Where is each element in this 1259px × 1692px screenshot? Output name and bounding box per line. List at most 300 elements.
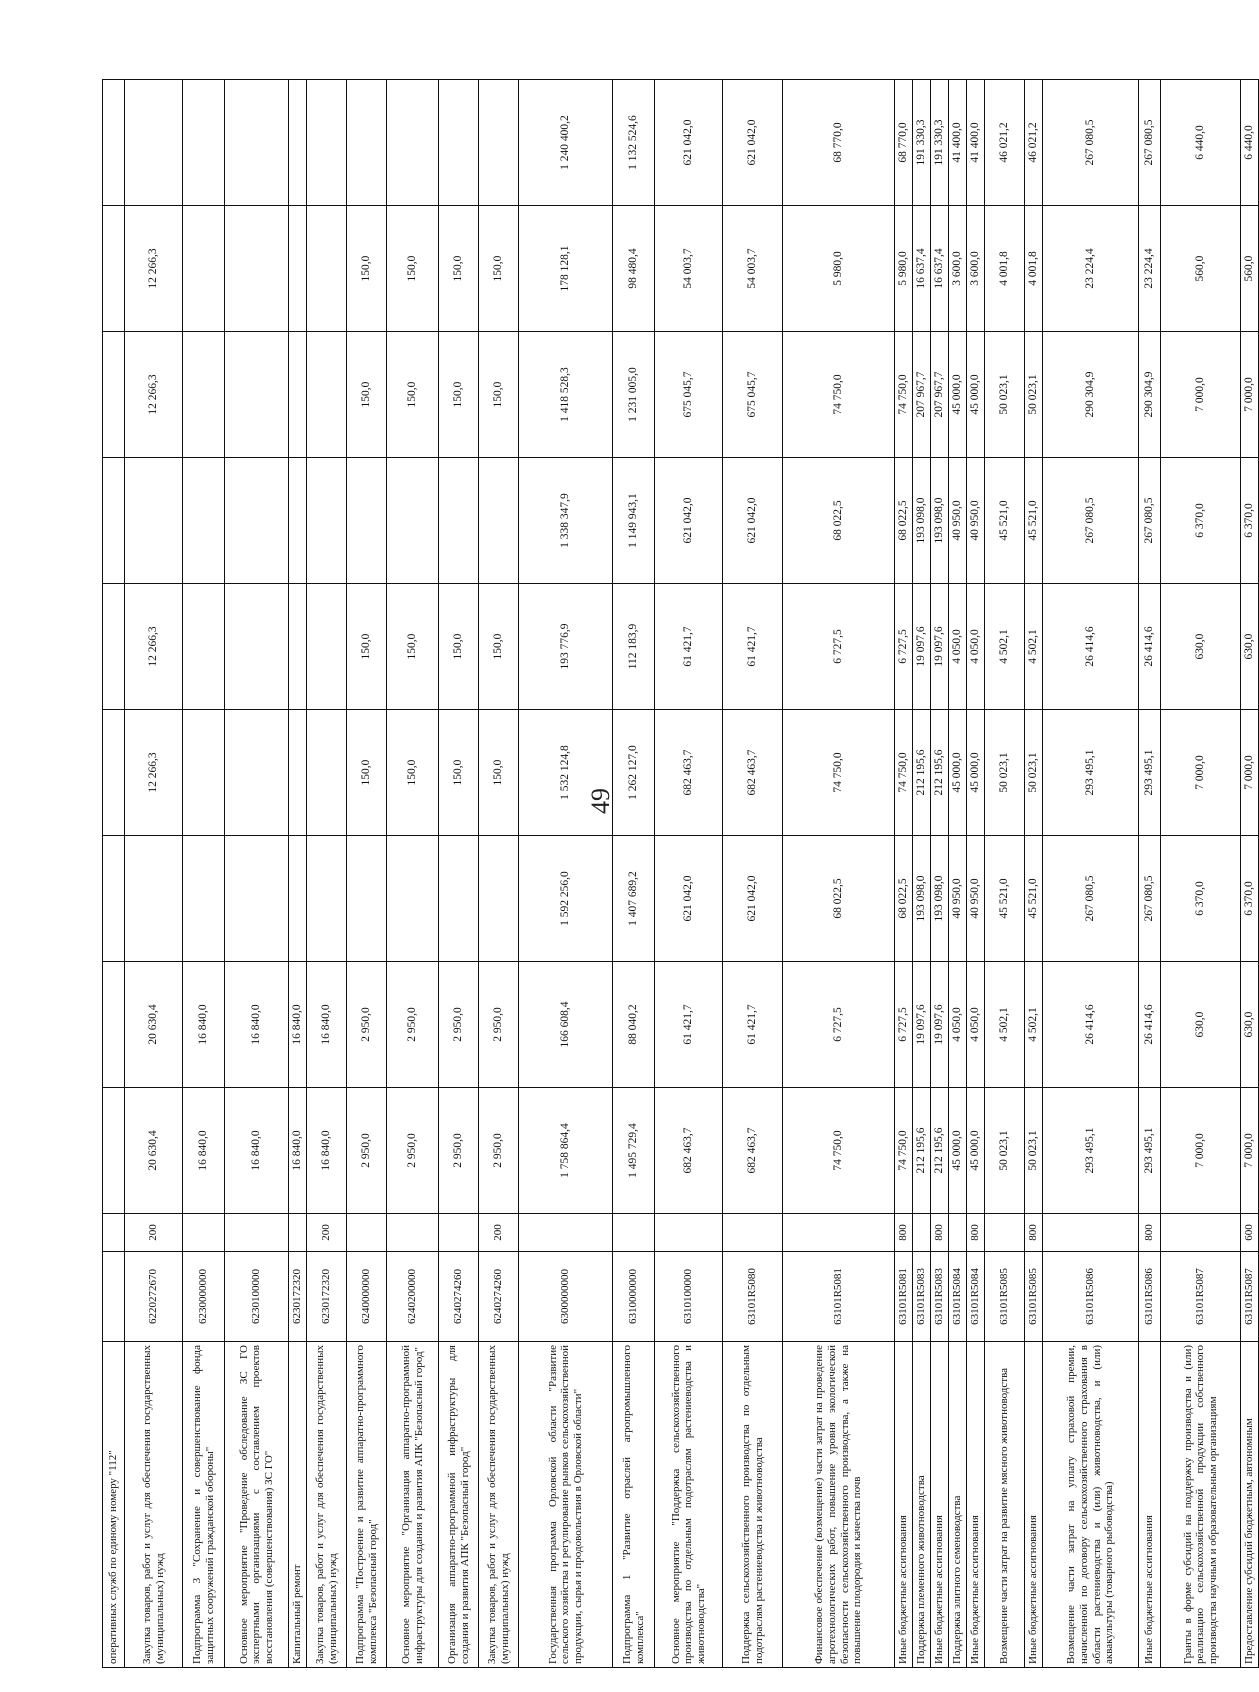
amount-cell: 150,0 <box>347 710 387 836</box>
amount-cell: 267 080,5 <box>1043 80 1139 206</box>
amount-cell: 1 262 127,0 <box>613 710 655 836</box>
amount-cell: 45 521,0 <box>1025 458 1043 584</box>
target-article-code: 6310100000 <box>655 1252 723 1342</box>
amount-cell: 150,0 <box>347 206 387 332</box>
expense-type-code <box>723 1214 783 1252</box>
row-name: Иные бюджетные ассигнования <box>967 1342 985 1668</box>
amount-cell: 682 463,7 <box>655 710 723 836</box>
amount-cell: 212 195,6 <box>931 710 949 836</box>
amount-cell: 26 414,6 <box>1139 962 1161 1088</box>
amount-cell: 293 495,1 <box>1139 710 1161 836</box>
amount-cell: 630,0 <box>1241 962 1259 1088</box>
amount-cell: 166 608,4 <box>519 962 613 1088</box>
expense-type-code <box>439 1214 479 1252</box>
amount-cell: 7 000,0 <box>1161 710 1241 836</box>
table-row <box>289 80 307 1668</box>
top-row-name: оперативных служб по единому номеру "112" <box>103 1342 125 1668</box>
amount-cell: 267 080,5 <box>1043 458 1139 584</box>
amount-cell <box>183 710 225 836</box>
amount-cell <box>225 332 289 458</box>
amount-cell: 2 950,0 <box>479 962 519 1088</box>
target-article-code: 63101R5087 <box>1161 1252 1241 1342</box>
amount-cell: 4 502,1 <box>1025 584 1043 710</box>
target-article-code: 6230000000 <box>183 1252 225 1342</box>
amount-cell: 621 042,0 <box>723 836 783 962</box>
amount-cell: 682 463,7 <box>723 710 783 836</box>
amount-cell: 74 750,0 <box>783 1088 895 1214</box>
table-row <box>655 80 723 1668</box>
amount-cell: 267 080,5 <box>1139 80 1161 206</box>
row-name: Закупка товаров, работ и услуг для обеспечения государственных (муниципальных) нужд <box>307 1342 347 1668</box>
row-name: Иные бюджетные ассигнования <box>895 1342 913 1668</box>
row-name: Основное мероприятие "Проведение обследование ЗС ГО экспертными организациями с составлением проектов восстановления (совершенствования) ЗС ГО" <box>225 1342 289 1668</box>
table-row <box>183 80 225 1668</box>
amount-cell: 4 050,0 <box>967 962 985 1088</box>
amount-cell: 193 098,0 <box>913 836 931 962</box>
row-name: Финансовое обеспечение (возмещение) части затрат на проведение агротехнологических работ, повышение уровня экологической безопасности сельскохозяйственного производства, а также на повышение плодородия и качества почв <box>783 1342 895 1668</box>
amount-cell: 16 637,4 <box>913 206 931 332</box>
expense-type-code <box>1043 1214 1139 1252</box>
amount-cell: 4 502,1 <box>985 584 1025 710</box>
expense-type-code <box>387 1214 439 1252</box>
amount-cell: 61 421,7 <box>655 962 723 1088</box>
amount-cell: 74 750,0 <box>895 332 913 458</box>
table-row <box>225 80 289 1668</box>
target-article-code: 6310000000 <box>613 1252 655 1342</box>
table-row <box>895 80 913 1668</box>
amount-cell: 193 776,9 <box>519 584 613 710</box>
amount-cell <box>387 458 439 584</box>
amount-cell: 4 050,0 <box>949 962 967 1088</box>
amount-cell: 19 097,6 <box>913 584 931 710</box>
amount-cell: 40 950,0 <box>949 836 967 962</box>
amount-cell <box>387 80 439 206</box>
amount-cell: 5 980,0 <box>895 206 913 332</box>
amount-cell: 50 023,1 <box>1025 1088 1043 1214</box>
expense-type-code <box>1161 1214 1241 1252</box>
amount-cell <box>225 80 289 206</box>
amount-cell <box>307 80 347 206</box>
amount-cell: 150,0 <box>439 206 479 332</box>
amount-cell <box>307 584 347 710</box>
row-name: Основное мероприятие "Поддержка сельскохозяйственного производства по отдельным подотраслям растениеводства и животноводства" <box>655 1342 723 1668</box>
expense-type-code: 600 <box>1241 1214 1259 1252</box>
amount-cell: 16 840,0 <box>225 962 289 1088</box>
amount-cell: 6 370,0 <box>1161 458 1241 584</box>
amount-cell: 682 463,7 <box>723 1088 783 1214</box>
amount-cell: 74 750,0 <box>895 710 913 836</box>
amount-cell: 193 098,0 <box>913 458 931 584</box>
amount-cell: 3 600,0 <box>967 206 985 332</box>
row-name: Подпрограмма 3 "Сохранение и совершенствование фонда защитных сооружений гражданской обороны" <box>183 1342 225 1668</box>
table-row <box>1241 80 1259 1668</box>
row-name: Закупка товаров, работ и услуг для обеспечения государственных (муниципальных) нужд <box>479 1342 519 1668</box>
amount-cell <box>289 710 307 836</box>
amount-cell: 7 000,0 <box>1241 710 1259 836</box>
amount-cell: 12 266,3 <box>125 206 183 332</box>
table-row <box>387 80 439 1668</box>
amount-cell: 2 950,0 <box>479 1088 519 1214</box>
amount-cell: 178 128,1 <box>519 206 613 332</box>
amount-cell: 19 097,6 <box>913 962 931 1088</box>
amount-cell <box>307 836 347 962</box>
amount-cell: 45 000,0 <box>967 1088 985 1214</box>
row-name: Возмещение части затрат на уплату страховой премии, начисленной по договору сельскохозяйственного страхования в области растениеводства и (или) животноводства, и (или) аквакультуры (товарного рыбоводства) <box>1043 1342 1139 1668</box>
row-name: Предоставление субсидий бюджетным, автономным <box>1241 1342 1259 1668</box>
amount-cell: 6 440,0 <box>1161 80 1241 206</box>
target-article-code: 63101R5084 <box>967 1252 985 1342</box>
amount-cell <box>307 206 347 332</box>
amount-cell <box>183 206 225 332</box>
target-article-code: 63101R5083 <box>931 1252 949 1342</box>
row-name: Иные бюджетные ассигнования <box>931 1342 949 1668</box>
row-name: Иные бюджетные ассигнования <box>1139 1342 1161 1668</box>
amount-cell: 193 098,0 <box>931 836 949 962</box>
expense-type-code: 800 <box>895 1214 913 1252</box>
amount-cell: 68 770,0 <box>895 80 913 206</box>
amount-cell: 1 418 528,3 <box>519 332 613 458</box>
expense-type-code: 200 <box>125 1214 183 1252</box>
table-row <box>347 80 387 1668</box>
row-name: Закупка товаров, работ и услуг для обеспечения государственных (муниципальных) нужд <box>125 1342 183 1668</box>
amount-cell: 150,0 <box>347 584 387 710</box>
amount-cell: 6 727,5 <box>783 584 895 710</box>
target-article-code: 6300000000 <box>519 1252 613 1342</box>
amount-cell: 293 495,1 <box>1139 1088 1161 1214</box>
target-article-code: 63101R5086 <box>1043 1252 1139 1342</box>
amount-cell: 150,0 <box>387 332 439 458</box>
amount-cell: 290 304,9 <box>1139 332 1161 458</box>
amount-cell: 191 330,3 <box>913 80 931 206</box>
amount-cell: 45 000,0 <box>967 710 985 836</box>
expense-type-code <box>289 1214 307 1252</box>
target-article-code: 63101R5085 <box>1025 1252 1043 1342</box>
amount-cell: 74 750,0 <box>895 1088 913 1214</box>
expense-type-code: 200 <box>479 1214 519 1252</box>
table-row <box>985 80 1025 1668</box>
amount-cell <box>307 332 347 458</box>
amount-cell: 150,0 <box>439 332 479 458</box>
amount-cell <box>225 458 289 584</box>
amount-cell: 150,0 <box>479 584 519 710</box>
amount-cell: 207 967,7 <box>931 332 949 458</box>
amount-cell: 193 098,0 <box>931 458 949 584</box>
amount-cell <box>289 584 307 710</box>
table-row <box>1043 80 1139 1668</box>
amount-cell: 88 040,2 <box>613 962 655 1088</box>
amount-cell: 50 023,1 <box>1025 332 1043 458</box>
amount-cell: 4 001,8 <box>985 206 1025 332</box>
row-name: Поддержка сельскохозяйственного производства по отдельным подотраслям растениеводства и животноводства <box>723 1342 783 1668</box>
amount-cell: 61 421,7 <box>723 584 783 710</box>
amount-cell: 560,0 <box>1241 206 1259 332</box>
amount-cell: 1 407 689,2 <box>613 836 655 962</box>
expense-type-code <box>783 1214 895 1252</box>
amount-cell: 46 021,2 <box>1025 80 1043 206</box>
amount-cell: 682 463,7 <box>655 1088 723 1214</box>
amount-cell: 621 042,0 <box>655 836 723 962</box>
amount-cell: 16 637,4 <box>931 206 949 332</box>
amount-cell: 16 840,0 <box>289 962 307 1088</box>
amount-cell: 45 000,0 <box>949 332 967 458</box>
amount-cell: 68 022,5 <box>895 458 913 584</box>
expense-type-code: 800 <box>1139 1214 1161 1252</box>
amount-cell: 621 042,0 <box>723 80 783 206</box>
expense-type-code <box>655 1214 723 1252</box>
amount-cell: 267 080,5 <box>1139 458 1161 584</box>
amount-cell: 12 266,3 <box>125 710 183 836</box>
amount-cell: 5 980,0 <box>783 206 895 332</box>
expense-type-code: 200 <box>307 1214 347 1252</box>
row-name: Основное мероприятие "Организация аппаратно-программной инфраструктуры для создания и развития АПК "Безопасный город" <box>387 1342 439 1668</box>
target-article-code: 6230172320 <box>307 1252 347 1342</box>
expense-type-code <box>347 1214 387 1252</box>
amount-cell: 16 840,0 <box>225 1088 289 1214</box>
amount-cell: 2 950,0 <box>439 962 479 1088</box>
amount-cell: 40 950,0 <box>967 458 985 584</box>
amount-cell: 6 727,5 <box>895 962 913 1088</box>
expense-type-code: 800 <box>931 1214 949 1252</box>
amount-cell <box>479 458 519 584</box>
amount-cell: 23 224,4 <box>1139 206 1161 332</box>
amount-cell: 20 630,4 <box>125 1088 183 1214</box>
amount-cell: 7 000,0 <box>1161 332 1241 458</box>
amount-cell: 68 022,5 <box>783 836 895 962</box>
amount-cell: 2 950,0 <box>439 1088 479 1214</box>
amount-cell: 20 630,4 <box>125 962 183 1088</box>
amount-cell: 150,0 <box>387 584 439 710</box>
row-name: Поддержка племенного животноводства <box>913 1342 931 1668</box>
amount-cell: 212 195,6 <box>913 710 931 836</box>
amount-cell: 4 050,0 <box>949 584 967 710</box>
amount-cell: 1 132 524,6 <box>613 80 655 206</box>
amount-cell: 621 042,0 <box>655 458 723 584</box>
amount-cell <box>479 80 519 206</box>
target-article-code: 6230172320 <box>289 1252 307 1342</box>
amount-cell: 41 400,0 <box>967 80 985 206</box>
amount-cell: 23 224,4 <box>1043 206 1139 332</box>
expense-type-code: 800 <box>967 1214 985 1252</box>
row-name: Иные бюджетные ассигнования <box>1025 1342 1043 1668</box>
expense-type-code <box>913 1214 931 1252</box>
amount-cell <box>125 80 183 206</box>
table-row <box>613 80 655 1668</box>
target-article-code: 6230100000 <box>225 1252 289 1342</box>
amount-cell: 74 750,0 <box>783 710 895 836</box>
table-row <box>519 80 613 1668</box>
amount-cell <box>347 458 387 584</box>
table-row <box>307 80 347 1668</box>
amount-cell <box>183 332 225 458</box>
amount-cell: 630,0 <box>1161 584 1241 710</box>
amount-cell <box>289 332 307 458</box>
page-number: 49 <box>586 788 615 814</box>
amount-cell: 98 480,4 <box>613 206 655 332</box>
amount-cell: 41 400,0 <box>949 80 967 206</box>
amount-cell <box>439 458 479 584</box>
table-row <box>723 80 783 1668</box>
amount-cell: 191 330,3 <box>931 80 949 206</box>
amount-cell: 2 950,0 <box>387 962 439 1088</box>
amount-cell: 7 000,0 <box>1161 1088 1241 1214</box>
amount-cell: 675 045,7 <box>723 332 783 458</box>
expense-type-code <box>519 1214 613 1252</box>
amount-cell: 212 195,6 <box>931 1088 949 1214</box>
amount-cell: 560,0 <box>1161 206 1241 332</box>
rotated-table-container <box>102 80 1259 1668</box>
table-row <box>125 80 183 1668</box>
row-name: Гранты в форме субсидий на поддержку производства и (или) реализацию сельскохозяйственной продукции собственного производства научным и образовательным организациям <box>1161 1342 1241 1668</box>
amount-cell: 150,0 <box>479 332 519 458</box>
amount-cell <box>289 80 307 206</box>
amount-cell <box>225 836 289 962</box>
row-name: Подпрограмма "Построение и развитие аппаратно-программного комплекса "Безопасный город" <box>347 1342 387 1668</box>
amount-cell <box>387 836 439 962</box>
target-article-code: 63101R5080 <box>723 1252 783 1342</box>
amount-cell: 6 727,5 <box>895 584 913 710</box>
amount-cell: 16 840,0 <box>307 962 347 1088</box>
row-name: Государственная программа Орловской области "Развитие сельского хозяйства и регулирование рынков сельскохозяйственной продукции, сырья и продовольствия в Орловской области" <box>519 1342 613 1668</box>
amount-cell <box>183 458 225 584</box>
target-article-code: 6240200000 <box>387 1252 439 1342</box>
amount-cell: 50 023,1 <box>985 710 1025 836</box>
table-row <box>967 80 985 1668</box>
expense-type-code <box>613 1214 655 1252</box>
table-row <box>103 80 125 1668</box>
amount-cell <box>289 206 307 332</box>
amount-cell <box>183 836 225 962</box>
amount-cell: 45 521,0 <box>985 836 1025 962</box>
amount-cell: 50 023,1 <box>985 332 1025 458</box>
amount-cell: 150,0 <box>347 332 387 458</box>
target-article-code: 63101R5087 <box>1241 1252 1259 1342</box>
amount-cell <box>225 710 289 836</box>
target-article-code: 6240274260 <box>479 1252 519 1342</box>
amount-cell: 54 003,7 <box>723 206 783 332</box>
table-row <box>479 80 519 1668</box>
amount-cell: 1 231 005,0 <box>613 332 655 458</box>
amount-cell: 7 000,0 <box>1241 332 1259 458</box>
amount-cell: 212 195,6 <box>913 1088 931 1214</box>
amount-cell: 1 592 256,0 <box>519 836 613 962</box>
target-article-code: 6240000000 <box>347 1252 387 1342</box>
amount-cell: 6 440,0 <box>1241 80 1259 206</box>
target-article-code: 63101R5085 <box>985 1252 1025 1342</box>
amount-cell: 1 532 124,8 <box>519 710 613 836</box>
amount-cell: 16 840,0 <box>307 1088 347 1214</box>
amount-cell: 6 370,0 <box>1161 836 1241 962</box>
amount-cell: 630,0 <box>1241 584 1259 710</box>
target-article-code: 63101R5081 <box>783 1252 895 1342</box>
amount-cell: 2 950,0 <box>347 962 387 1088</box>
amount-cell: 45 521,0 <box>1025 836 1043 962</box>
amount-cell <box>439 80 479 206</box>
amount-cell: 68 022,5 <box>783 458 895 584</box>
amount-cell: 16 840,0 <box>183 962 225 1088</box>
amount-cell: 150,0 <box>387 710 439 836</box>
amount-cell: 19 097,6 <box>931 584 949 710</box>
amount-cell: 12 266,3 <box>125 332 183 458</box>
amount-cell <box>439 836 479 962</box>
expense-type-code: 800 <box>1025 1214 1043 1252</box>
amount-cell: 61 421,7 <box>723 962 783 1088</box>
amount-cell: 26 414,6 <box>1139 584 1161 710</box>
table-row <box>1139 80 1161 1668</box>
amount-cell <box>183 584 225 710</box>
table-row <box>1025 80 1043 1668</box>
amount-cell: 1 495 729,4 <box>613 1088 655 1214</box>
target-article-code: 6220272670 <box>125 1252 183 1342</box>
table-row <box>931 80 949 1668</box>
amount-cell: 621 042,0 <box>723 458 783 584</box>
target-article-code: 6240274260 <box>439 1252 479 1342</box>
amount-cell: 74 750,0 <box>783 332 895 458</box>
row-name: Поддержка элитного семеноводства <box>949 1342 967 1668</box>
amount-cell <box>307 458 347 584</box>
amount-cell: 16 840,0 <box>183 1088 225 1214</box>
amount-cell: 6 370,0 <box>1241 836 1259 962</box>
amount-cell: 150,0 <box>479 710 519 836</box>
row-name: Организация аппаратно-программной инфраструктуры для создания и развития АПК "Безопасный город" <box>439 1342 479 1668</box>
amount-cell: 4 050,0 <box>967 584 985 710</box>
amount-cell <box>125 458 183 584</box>
amount-cell: 7 000,0 <box>1241 1088 1259 1214</box>
amount-cell: 68 022,5 <box>895 836 913 962</box>
amount-cell: 46 021,2 <box>985 80 1025 206</box>
amount-cell: 45 000,0 <box>949 1088 967 1214</box>
amount-cell: 3 600,0 <box>949 206 967 332</box>
amount-cell: 61 421,7 <box>655 584 723 710</box>
target-article-code: 63101R5084 <box>949 1252 967 1342</box>
amount-cell <box>347 836 387 962</box>
amount-cell: 621 042,0 <box>655 80 723 206</box>
amount-cell: 6 727,5 <box>783 962 895 1088</box>
amount-cell: 50 023,1 <box>1025 710 1043 836</box>
amount-cell: 4 502,1 <box>1025 962 1043 1088</box>
amount-cell <box>289 836 307 962</box>
amount-cell: 45 521,0 <box>985 458 1025 584</box>
table-row <box>949 80 967 1668</box>
amount-cell: 16 840,0 <box>289 1088 307 1214</box>
amount-cell: 12 266,3 <box>125 584 183 710</box>
amount-cell: 1 338 347,9 <box>519 458 613 584</box>
amount-cell: 1 149 943,1 <box>613 458 655 584</box>
amount-cell: 150,0 <box>439 710 479 836</box>
amount-cell: 150,0 <box>439 584 479 710</box>
amount-cell: 40 950,0 <box>967 836 985 962</box>
amount-cell: 4 001,8 <box>1025 206 1043 332</box>
table-row <box>913 80 931 1668</box>
amount-cell <box>307 710 347 836</box>
amount-cell: 2 950,0 <box>347 1088 387 1214</box>
table-row <box>783 80 895 1668</box>
amount-cell: 675 045,7 <box>655 332 723 458</box>
expense-type-code <box>225 1214 289 1252</box>
target-article-code: 63101R5086 <box>1139 1252 1161 1342</box>
amount-cell <box>183 80 225 206</box>
amount-cell <box>225 584 289 710</box>
amount-cell: 267 080,5 <box>1139 836 1161 962</box>
amount-cell: 293 495,1 <box>1043 1088 1139 1214</box>
amount-cell: 40 950,0 <box>949 458 967 584</box>
amount-cell: 1 758 864,4 <box>519 1088 613 1214</box>
amount-cell: 267 080,5 <box>1043 836 1139 962</box>
amount-cell: 1 240 400,2 <box>519 80 613 206</box>
table-row <box>1161 80 1241 1668</box>
amount-cell: 150,0 <box>479 206 519 332</box>
amount-cell: 4 502,1 <box>985 962 1025 1088</box>
amount-cell <box>225 206 289 332</box>
